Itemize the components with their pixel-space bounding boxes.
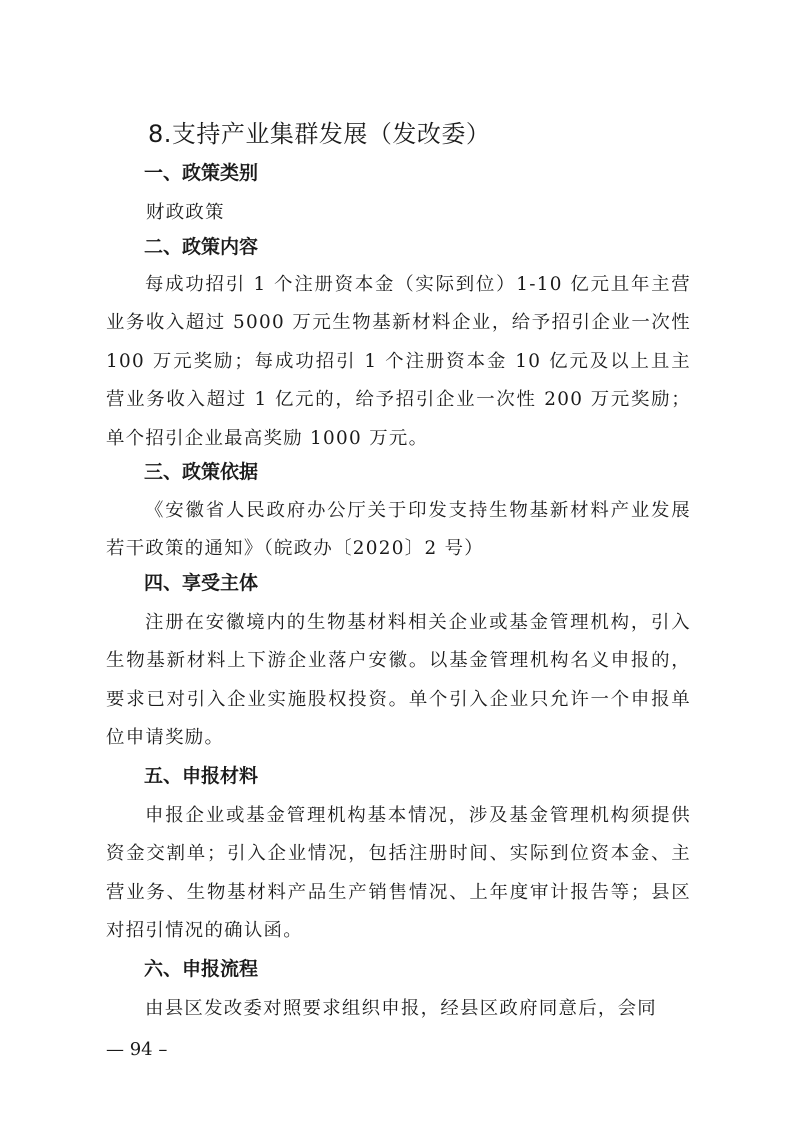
page-number: — 94 – (106, 1039, 168, 1060)
section-body-process: 由县区发改委对照要求组织申报，经县区政府同意后，会同 (145, 998, 657, 1019)
section-heading-category: 一、政策类别 (144, 162, 259, 184)
section-heading-beneficiary: 四、享受主体 (144, 572, 259, 594)
document-title: 8.支持产业集群发展（发改委） (148, 120, 491, 148)
section-heading-content: 二、政策内容 (144, 236, 259, 258)
section-body-category: 财政政策 (146, 202, 225, 223)
section-heading-materials: 五、申报材料 (144, 765, 259, 787)
section-heading-basis: 三、政策依据 (144, 461, 259, 483)
section-body-content: 每成功招引 1 个注册资本金（实际到位）1-10 亿元且年主营业务收入超过 5000 万元生物基新材料企业，给予招引企业一次性 100 万元奖励；每成功招引 1 个注册资本金 10 亿元及以上且主营业务收入超过 1 亿元的，给予招引企业一次性 200 万元奖励；单个招引企业最高奖励 1000 万元。 (106, 274, 691, 449)
section-body-basis: 《安徽省人民政府办公厅关于印发支持生物基新材料产业发展若干政策的通知》（皖政办〔2020〕2 号） (106, 500, 691, 560)
section-body-materials: 申报企业或基金管理机构基本情况，涉及基金管理机构须提供资金交割单；引入企业情况，包括注册时间、实际到位资本金、主营业务、生物基材料产品生产销售情况、上年度审计报告等；县区对招引情况的确认函。 (106, 805, 691, 942)
section-heading-process: 六、申报流程 (144, 958, 259, 980)
section-body-beneficiary: 注册在安徽境内的生物基材料相关企业或基金管理机构，引入生物基新材料上下游企业落户安徽。以基金管理机构名义申报的，要求已对引入企业实施股权投资。单个引入企业只允许一个申报单位申请奖励。 (106, 612, 691, 749)
